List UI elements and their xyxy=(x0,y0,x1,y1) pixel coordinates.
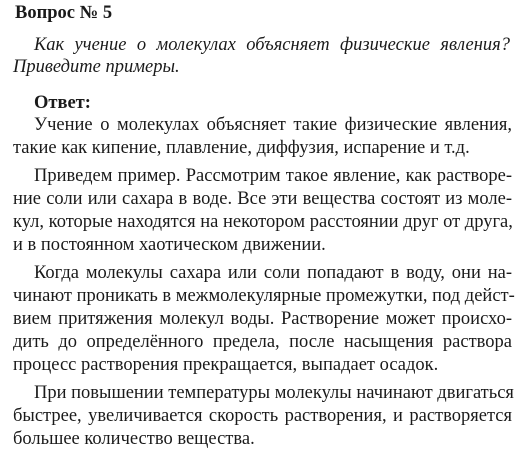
answer-paragraph-4-line: большее количество вещества. xyxy=(13,429,255,449)
answer-paragraph-3-line: процесс растворения прекращается, выпадает осадок. xyxy=(13,355,439,375)
answer-paragraph-2-line: и в постоянном хаотическом движении. xyxy=(13,235,326,255)
answer-paragraph-1-line: Учение о молекулах объясняет такие физические явления, xyxy=(34,115,512,135)
question-title: Вопрос № 5 xyxy=(15,3,113,23)
answer-paragraph-3-line: чинают проникать в межмолекулярные промежутки, под дейст- xyxy=(13,286,515,306)
question-text-line: Приведите примеры. xyxy=(13,57,180,77)
question-text-line: Как учение о молекулах объясняет физические явления? xyxy=(34,35,510,55)
answer-paragraph-1-line: такие как кипение, плавление, диффузия, испарение и т.д. xyxy=(13,138,470,158)
answer-paragraph-3-line: Когда молекулы сахара или соли попадают в воду, они на- xyxy=(34,263,512,283)
answer-paragraph-4-line: быстрее, увеличивается скорость растворения, и растворяется xyxy=(13,406,512,426)
answer-label: Ответ: xyxy=(34,93,91,113)
answer-paragraph-2-line: кул, которые находятся на некотором расстоянии друг от друга, xyxy=(13,212,513,232)
answer-paragraph-3-line: дить до определённого предела, после насыщения раствора xyxy=(13,332,512,352)
answer-paragraph-2-line: Приведем пример. Рассмотрим такое явление, как растворе- xyxy=(34,166,512,186)
answer-paragraph-4-line: При повышении температуры молекулы начинают двигаться xyxy=(34,383,514,403)
answer-paragraph-3-line: вием притяжения молекул воды. Растворение может происхо- xyxy=(13,309,512,329)
answer-paragraph-2-line: ние соли или сахара в воде. Все эти вещества состоят из моле- xyxy=(13,189,512,209)
